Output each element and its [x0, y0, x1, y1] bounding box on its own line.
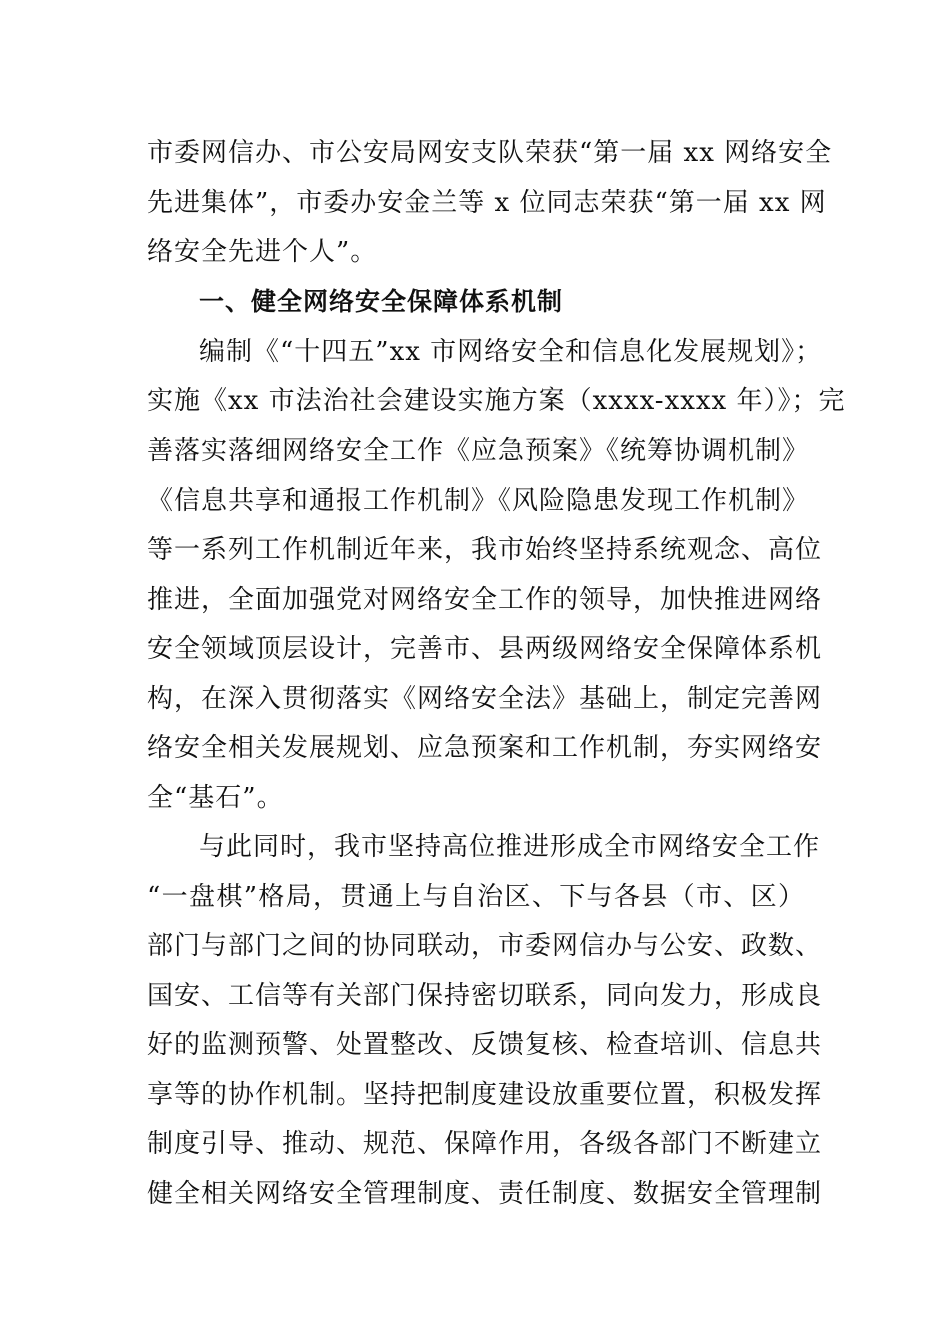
paragraph1-line-2: 实施《xx 市法治社会建设实施方案（xxxx-xxxx 年）》；完 — [147, 386, 846, 416]
intro-line-3: 络安全先进个人”。 — [147, 237, 378, 267]
paragraph1-line-6: 推进，全面加强党对网络安全工作的领导，加快推进网络 — [147, 585, 823, 615]
paragraph2-line-8: 健全相关网络安全管理制度、责任制度、数据安全管理制 — [147, 1179, 823, 1209]
paragraph2-line-6: 享等的协作机制。坚持把制度建设放重要位置，积极发挥 — [147, 1080, 823, 1110]
intro-line-2: 先进集体”，市委办安金兰等 x 位同志荣获“第一届 xx 网 — [147, 188, 827, 218]
paragraph1-line-1: 编制《“十四五”xx 市网络安全和信息化发展规划》； — [199, 337, 823, 367]
paragraph2-line-7: 制度引导、推动、规范、保障作用，各级各部门不断建立 — [147, 1129, 823, 1159]
intro-line-1: 市委网信办、市公安局网安支队荣获“第一届 xx 网络安全 — [147, 138, 833, 168]
paragraph1-line-4: 《信息共享和通报工作机制》《风险隐患发现工作机制》 — [147, 486, 810, 516]
section-heading: 一、健全网络安全保障体系机制 — [199, 287, 564, 316]
paragraph2-line-4: 国安、工信等有关部门保持密切联系，同向发力，形成良 — [147, 981, 823, 1011]
paragraph2-line-5: 好的监测预警、处置整改、反馈复核、检查培训、信息共 — [147, 1030, 823, 1060]
paragraph2-line-1: 与此同时，我市坚持高位推进形成全市网络安全工作 — [199, 832, 821, 862]
paragraph2-line-2: “一盘棋”格局，贯通上与自治区、下与各县（市、区） — [147, 882, 805, 912]
paragraph1-line-7: 安全领域顶层设计，完善市、县两级网络安全保障体系机 — [147, 634, 823, 664]
paragraph2-line-3: 部门与部门之间的协同联动，市委网信办与公安、政数、 — [147, 931, 823, 961]
paragraph1-line-5: 等一系列工作机制近年来，我市始终坚持系统观念、高位 — [147, 535, 823, 565]
paragraph1-line-10: 全“基石”。 — [147, 783, 284, 813]
paragraph1-line-9: 络安全相关发展规划、应急预案和工作机制，夯实网络安 — [147, 733, 823, 763]
paragraph1-line-8: 构，在深入贯彻落实《网络安全法》基础上，制定完善网 — [147, 684, 823, 714]
paragraph1-line-3: 善落实落细网络安全工作《应急预案》《统筹协调机制》 — [147, 436, 810, 466]
